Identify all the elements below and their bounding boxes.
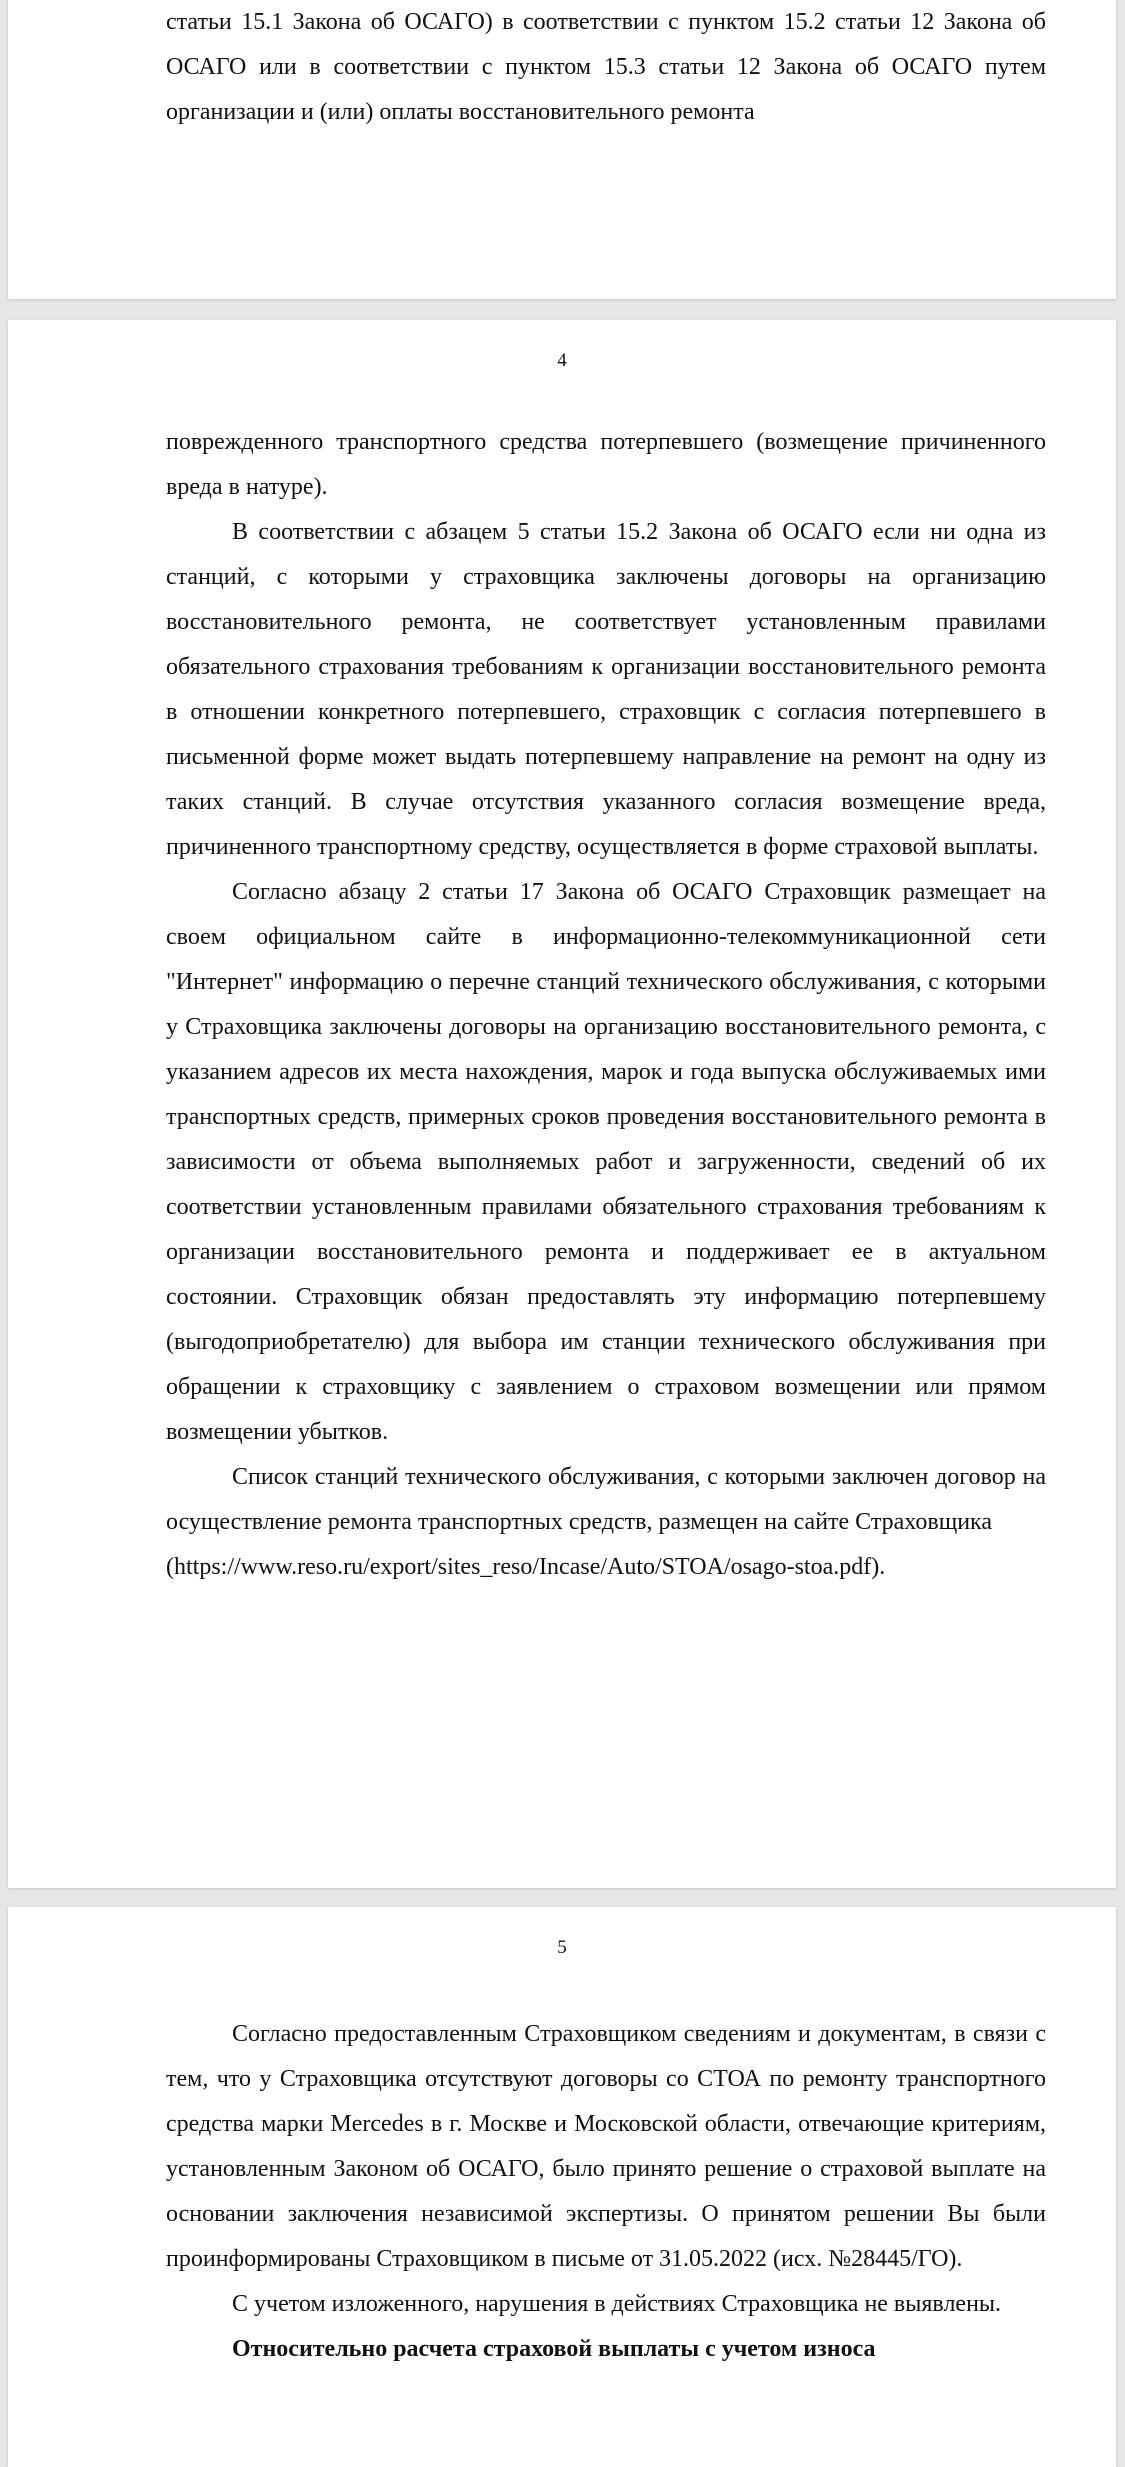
section-heading: Относительно расчета страховой выплаты с учетом износа: [232, 2336, 876, 2362]
paragraph: Список станций технического обслуживания, с которыми заключен договор на осуществление ремонта транспортных средств, размещен на сайте Страховщика: [166, 1464, 1046, 1535]
paragraph: В соответствии с абзацем 5 статьи 15.2 Закона об ОСАГО если ни одна из станций, с которыми у страховщика заключены договоры на организацию восстановительного ремонта, не соответствует установленным правилами обязательного страхования требованиям к организации восстановительного ремонта в отношении конкретного потерпевшего, страховщик с согласия потерпевшего в письменной форме может выдать потерпевшему направление на ремонт на одну из таких станций. В случае отсутствия указанного согласия возмещение вреда, причиненного транспортному средству, осуществляется в форме страховой выплаты.: [166, 519, 1046, 860]
paragraph: Согласно абзацу 2 статьи 17 Закона об ОСАГО Страховщик размещает на своем официальном сайте в информационно-телекоммуникационной сети "Интернет" информацию о перечне станций технического обслуживания, с которыми у Страховщика заключены договоры на организацию восстановительного ремонта, с указанием адресов их места нахождения, марок и года выпуска обслуживаемых ими транспортных средств, примерных сроков проведения восстановительного ремонта в зависимости от объема выполняемых работ и загруженности, сведений об их соответствии установленным правилами обязательного страхования требованиям к организации восстановительного ремонта и поддерживает ее в актуальном состоянии. Страховщик обязан предоставлять эту информацию потерпевшему (выгодоприобретателю) для выбора им станции технического обслуживания при обращении к страховщику с заявлением о страховом возмещении или прямом возмещении убытков.: [166, 879, 1046, 1445]
document-page-2: [8, 320, 1116, 1888]
document-page-1: [8, 0, 1116, 299]
page-1-text: [166, 0, 1046, 135]
page-2-text: [166, 420, 1046, 1590]
url-text: (https://www.reso.ru/export/sites_reso/Incase/Auto/STOA/osago-stoa.pdf).: [166, 1554, 886, 1580]
page-number: 4: [557, 350, 567, 371]
paragraph-continuation: статьи 15.1 Закона об ОСАГО) в соответствии с пунктом 15.2 статьи 12 Закона об ОСАГО или в соответствии с пунктом 15.3 статьи 12 Закона об ОСАГО путем организации и (или) оплаты восстановительного ремонта: [166, 9, 1046, 125]
document-page-3: [8, 1907, 1116, 2467]
paragraph: Согласно предоставленным Страховщиком сведениям и документам, в связи с тем, что у Страховщика отсутствуют договоры со СТОА по ремонту транспортного средства марки Mercedes в г. Москве и Московской области, отвечающие критериям, установленным Законом об ОСАГО, было принято решение о страховой выплате на основании заключения независимой экспертизы. О принятом решении Вы были проинформированы Страховщиком в письме от 31.05.2022 (исх. №28445/ГО).: [166, 2021, 1046, 2272]
page-number: 5: [557, 1937, 567, 1958]
page-3-text: [166, 2012, 1046, 2372]
paragraph: С учетом изложенного, нарушения в действиях Страховщика не выявлены.: [232, 2291, 1002, 2317]
paragraph-continuation: поврежденного транспортного средства потерпевшего (возмещение причиненного вреда в натуре).: [166, 429, 1046, 500]
